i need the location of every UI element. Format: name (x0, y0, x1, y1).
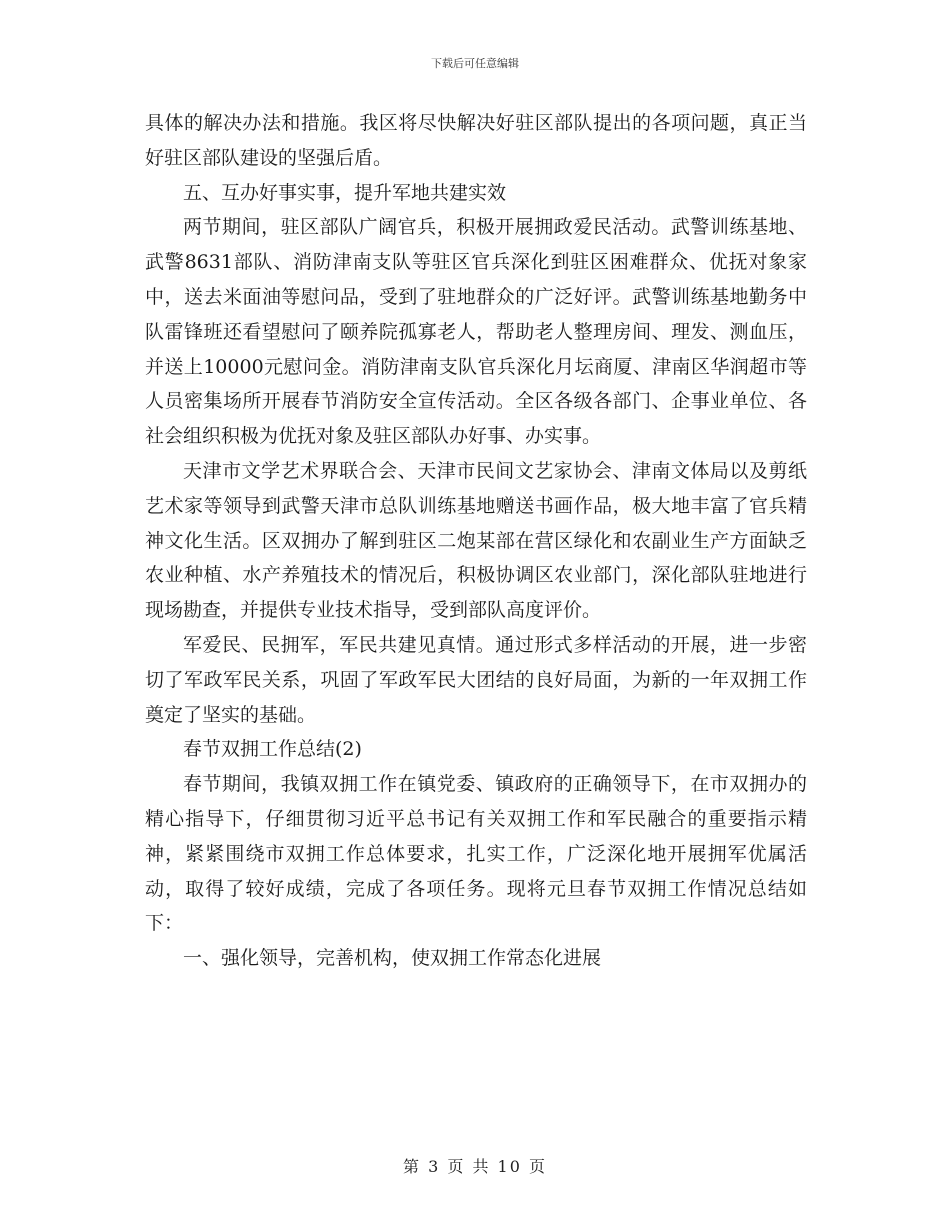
paragraph-1: 具体的解决办法和措施。我区将尽快解决好驻区部队提出的各项问题，真正当好驻区部队建设的坚强后盾。 (145, 112, 807, 169)
header-note: 下载后可任意编辑 (431, 57, 519, 70)
section-heading-5: 五、互办好事实事，提升军地共建实效 (183, 181, 507, 204)
paragraph-4: 军爱民、民拥军，军民共建见真情。通过形式多样活动的开展，进一步密切了军政军民关系，巩固了军政军民大团结的良好局面，为新的一年双拥工作奠定了坚实的基础。 (145, 633, 807, 726)
document-title-2: 春节双拥工作总结(2) (183, 738, 362, 761)
paragraph-3: 天津市文学艺术界联合会、天津市民间文艺家协会、津南文体局以及剪纸艺术家等领导到武警天津市总队训练基地赠送书画作品，极大地丰富了官兵精神文化生活。区双拥办了解到驻区二炮某部在营区绿化和农副业生产方面缺乏农业种植、水产养殖技术的情况后，积极协调区农业部门，深化部队驻地进行现场勘查，并提供专业技术指导，受到部队高度评价。 (145, 459, 807, 622)
page-number: 第 3 页 共 10 页 (403, 1157, 547, 1176)
paragraph-5: 春节期间，我镇双拥工作在镇党委、镇政府的正确领导下，在市双拥办的精心指导下，仔细贯彻习近平总书记有关双拥工作和军民融合的重要指示精神，紧紧围绕市双拥工作总体要求，扎实工作，广泛深化地开展拥军优属活动，取得了较好成绩，完成了各项任务。现将元旦春节双拥工作情况总结如下： (145, 773, 807, 935)
document-body (145, 106, 807, 976)
paragraph-2: 两节期间，驻区部队广阔官兵，积极开展拥政爱民活动。武警训练基地、武警8631部队、消防津南支队等驻区官兵深化到驻区困难群众、优抚对象家中，送去米面油等慰问品，受到了驻地群众的广泛好评。武警训练基地勤务中队雷锋班还看望慰问了颐养院孤寡老人，帮助老人整理房间、理发、测血压，并送上10000元慰问金。消防津南支队官兵深化月坛商厦、津南区华润超市等人员密集场所开展春节消防安全宣传活动。全区各级各部门、企事业单位、各社会组织积极为优抚对象及驻区部队办好事、办实事。 (145, 216, 807, 448)
section-heading-1: 一、强化领导，完善机构，使双拥工作常态化进展 (183, 947, 602, 970)
